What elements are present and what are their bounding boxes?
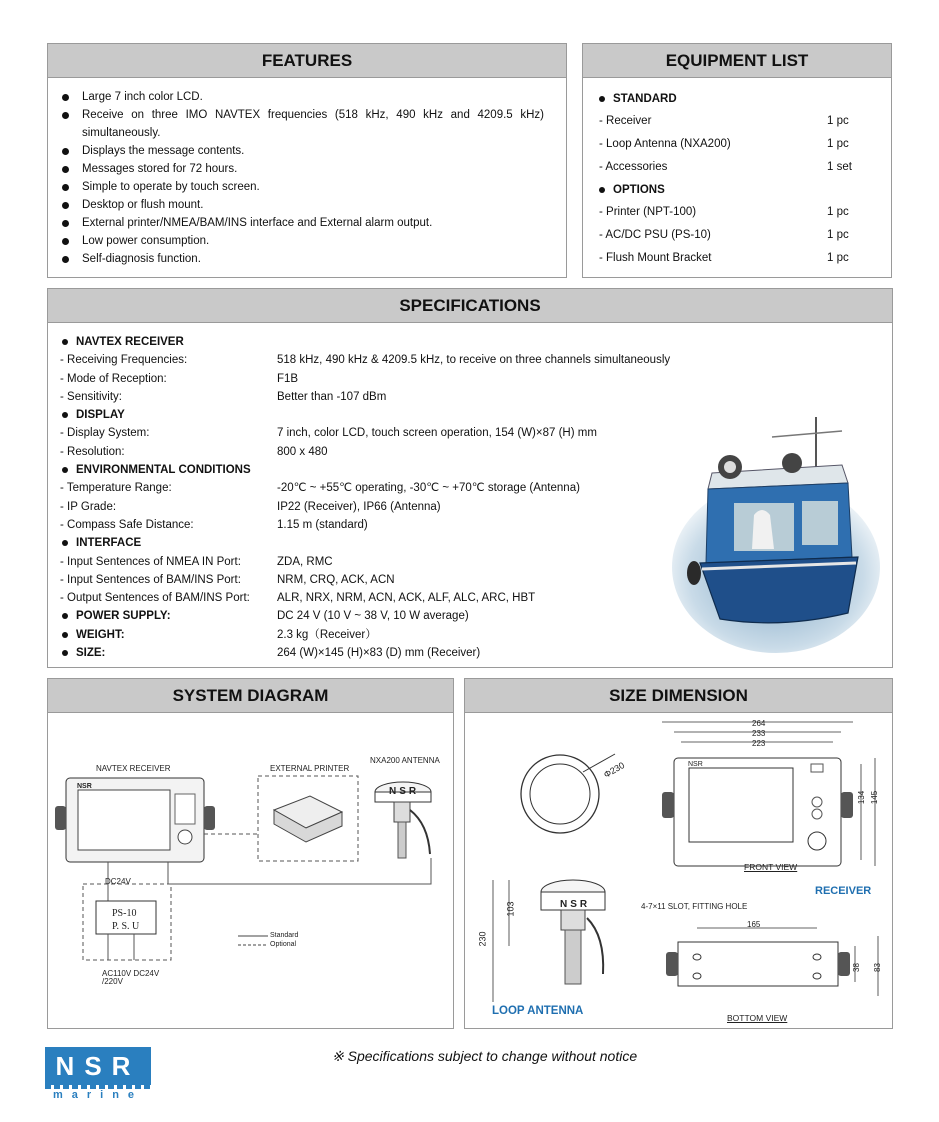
spec-value: ZDA, RMC xyxy=(277,555,333,568)
spec-label: - Mode of Reception: xyxy=(60,372,167,385)
dim-264-label: 264 xyxy=(752,719,766,728)
equipment-row xyxy=(599,156,877,179)
spec-value: IP22 (Receiver), IP66 (Antenna) xyxy=(277,500,441,513)
bottom-view-bracket-knob xyxy=(838,952,850,976)
standard-heading: STANDARD xyxy=(599,88,877,110)
spec-label: - Compass Safe Distance: xyxy=(60,518,194,531)
antenna-side-cable xyxy=(587,918,603,974)
antenna-cable xyxy=(410,810,430,854)
equipment-qty: 1 pc xyxy=(827,115,849,127)
front-view-brand: NSR xyxy=(688,761,703,768)
spec-value: 1.15 m (standard) xyxy=(277,518,368,531)
spec-label: - Sensitivity: xyxy=(60,390,122,403)
spec-section-heading: WEIGHT: xyxy=(60,626,277,644)
spec-label: - Output Sentences of BAM/INS Port: xyxy=(60,592,250,605)
front-view-screen xyxy=(689,768,793,842)
boat-tire xyxy=(782,453,802,473)
dim-38-label: 38 xyxy=(851,963,861,972)
feature-item: Simple to operate by touch screen. xyxy=(62,178,544,196)
ac-input-label-2: /220V xyxy=(102,977,123,986)
spec-value: 800 x 480 xyxy=(277,445,328,458)
legend-standard: Standard xyxy=(270,932,299,939)
dim-83-label: 83 xyxy=(872,963,882,972)
diameter-label: Φ230 xyxy=(601,760,627,780)
equipment-row xyxy=(599,224,877,247)
fitting-hole xyxy=(693,973,701,979)
fitting-hole xyxy=(813,954,821,960)
dim-134-label: 134 xyxy=(857,790,867,805)
spec-value: 7 inch, color LCD, touch screen operation, 154 (W)×87 (H) mm xyxy=(277,427,597,440)
size-dimension-title: SIZE DIMENSION xyxy=(465,679,892,713)
psu-name: P. S. U xyxy=(112,921,140,932)
spec-section-heading: NAVTEX RECEIVER xyxy=(60,333,277,351)
system-diagram-title: SYSTEM DIAGRAM xyxy=(48,679,453,713)
legend-optional: Optional xyxy=(270,941,297,948)
logo-wordmark: NSR xyxy=(45,1047,151,1085)
receiver-brand: NSR xyxy=(77,783,92,790)
front-view-key xyxy=(812,809,822,819)
features-title: FEATURES xyxy=(48,44,566,78)
spec-value: Better than -107 dBm xyxy=(277,390,387,403)
equipment-row xyxy=(599,201,877,224)
boat-window xyxy=(802,501,838,545)
front-view-bracket-knob xyxy=(662,792,674,818)
spec-label: - Input Sentences of NMEA IN Port: xyxy=(60,555,241,568)
equipment-name: - AC/DC PSU (PS-10) xyxy=(599,229,711,241)
spec-value: NRM, CRQ, ACK, ACN xyxy=(277,573,395,586)
size-dimension-panel xyxy=(464,678,893,1029)
spec-section-heading: INTERFACE xyxy=(60,534,277,552)
spec-label: - Temperature Range: xyxy=(60,482,172,495)
ac-input-label: AC110V DC24V xyxy=(102,969,160,978)
antenna-pole xyxy=(398,822,406,858)
equipment-row xyxy=(599,133,877,156)
feature-item: Large 7 inch color LCD. xyxy=(62,88,544,106)
spec-label: - IP Grade: xyxy=(60,500,117,513)
spec-section-heading: ENVIRONMENTAL CONDITIONS xyxy=(60,461,277,479)
standard-line xyxy=(168,858,431,884)
feature-item: Receive on three IMO NAVTEX frequencies (518 kHz, 490 kHz and 4209.5 kHz) simultaneously. xyxy=(62,106,544,142)
antenna-brand: NSR xyxy=(389,786,420,797)
boat-yard xyxy=(772,431,842,437)
equipment-qty: 1 pc xyxy=(827,206,849,218)
footnote: ※ Specifications subject to change without notice xyxy=(332,1048,638,1064)
spec-label: - Input Sentences of BAM/INS Port: xyxy=(60,573,241,586)
spec-value: 264 (W)×145 (H)×83 (D) mm (Receiver) xyxy=(277,647,481,660)
equipment-name: - Printer (NPT-100) xyxy=(599,206,697,218)
spec-label: - Display System: xyxy=(60,427,150,440)
equipment-name: - Flush Mount Bracket xyxy=(599,252,712,264)
spec-section-heading: POWER SUPPLY: xyxy=(60,607,277,625)
feature-item: Displays the message contents. xyxy=(62,142,544,160)
psu-model: PS-10 xyxy=(112,908,137,919)
specifications-title: SPECIFICATIONS xyxy=(48,289,892,323)
receiver-bracket-knob xyxy=(55,806,66,830)
dc24v-label: DC24V xyxy=(105,877,131,886)
nsr-marine-logo xyxy=(45,1047,151,1102)
dim-233-label: 233 xyxy=(752,729,766,738)
options-heading: OPTIONS xyxy=(599,179,877,201)
equipment-name: - Receiver xyxy=(599,115,652,127)
loop-antenna-caption: LOOP ANTENNA xyxy=(492,1005,584,1017)
receiver-knob xyxy=(178,830,192,844)
bottom-view-bracket-knob xyxy=(666,952,678,976)
antenna-side-pole xyxy=(565,930,581,984)
fitting-hole xyxy=(813,973,821,979)
spec-label: - Resolution: xyxy=(60,445,125,458)
feature-item: Desktop or flush mount. xyxy=(62,196,544,214)
equipment-row xyxy=(599,247,877,270)
boat-tire-hub xyxy=(724,461,736,473)
specifications-panel xyxy=(47,288,893,668)
spec-value: 2.3 kg（Receiver） xyxy=(277,628,377,641)
antenna-label: NXA200 ANTENNA xyxy=(370,756,440,765)
receiver-bracket-knob xyxy=(204,806,215,830)
features-panel xyxy=(47,43,567,278)
antenna-mount xyxy=(394,802,410,822)
equipment-qty: 1 pc xyxy=(827,229,849,241)
printer-label: EXTERNAL PRINTER xyxy=(270,764,350,773)
feature-item: Low power consumption. xyxy=(62,232,544,250)
size-dimension-drawing xyxy=(465,714,892,1028)
logo-subtitle: marine xyxy=(52,1089,144,1101)
antenna-side-brand: NSR xyxy=(560,899,591,910)
slot-label: 4-7×11 SLOT, FITTING HOLE xyxy=(641,902,748,911)
equipment-name: - Accessories xyxy=(599,161,668,173)
equipment-qty: 1 pc xyxy=(827,252,849,264)
dim-223-label: 223 xyxy=(752,739,766,748)
dim-230-label: 230 xyxy=(477,931,488,947)
receiver-screen xyxy=(78,790,170,850)
equipment-qty: 1 pc xyxy=(827,138,849,150)
spec-value: F1B xyxy=(277,372,299,385)
spec-section-heading: DISPLAY xyxy=(60,406,277,424)
features-list xyxy=(48,78,566,268)
spec-value: 518 kHz, 490 kHz & 4209.5 kHz, to receive on three channels simultaneously xyxy=(277,354,671,367)
equipment-panel xyxy=(582,43,892,278)
front-view-key xyxy=(812,797,822,807)
spec-value: -20℃ ~ +55℃ operating, -30℃ ~ +70℃ storage (Antenna) xyxy=(277,482,580,495)
feature-item: Messages stored for 72 hours. xyxy=(62,160,544,178)
equipment-row xyxy=(599,110,877,133)
dim-145-label: 145 xyxy=(870,790,880,805)
fitting-hole xyxy=(693,954,701,960)
equipment-title: EQUIPMENT LIST xyxy=(583,44,891,78)
feature-item: Self-diagnosis function. xyxy=(62,250,544,268)
boat-fender xyxy=(687,561,701,585)
dim-103-label: 103 xyxy=(505,901,516,917)
front-view-speaker xyxy=(811,764,823,772)
spec-value: DC 24 V (10 V ~ 38 V, 10 W average) xyxy=(277,610,469,623)
front-view-label: FRONT VIEW xyxy=(744,862,798,872)
receiver-label: NAVTEX RECEIVER xyxy=(96,764,171,773)
spec-value: ALR, NRX, NRM, ACN, ACK, ALF, ALC, ARC, HBT xyxy=(277,592,536,605)
boat-photo xyxy=(672,417,880,653)
equipment-name: - Loop Antenna (NXA200) xyxy=(599,138,731,150)
spec-section-heading: SIZE: xyxy=(60,644,277,662)
antenna-side-mount xyxy=(561,910,585,930)
antenna-top-inner xyxy=(530,764,590,824)
front-view-knob xyxy=(808,832,826,850)
equipment-qty: 1 set xyxy=(827,161,852,173)
receiver-keys xyxy=(175,794,195,824)
dim-165-label: 165 xyxy=(747,920,761,929)
bottom-view-label: BOTTOM VIEW xyxy=(727,1013,788,1023)
front-view-bracket-knob xyxy=(841,792,853,818)
system-diagram-panel xyxy=(47,678,454,1029)
receiver-caption: RECEIVER xyxy=(815,885,872,897)
spec-label: - Receiving Frequencies: xyxy=(60,354,188,367)
bottom-view-body xyxy=(678,942,838,986)
feature-item: External printer/NMEA/BAM/INS interface and External alarm output. xyxy=(62,214,544,232)
